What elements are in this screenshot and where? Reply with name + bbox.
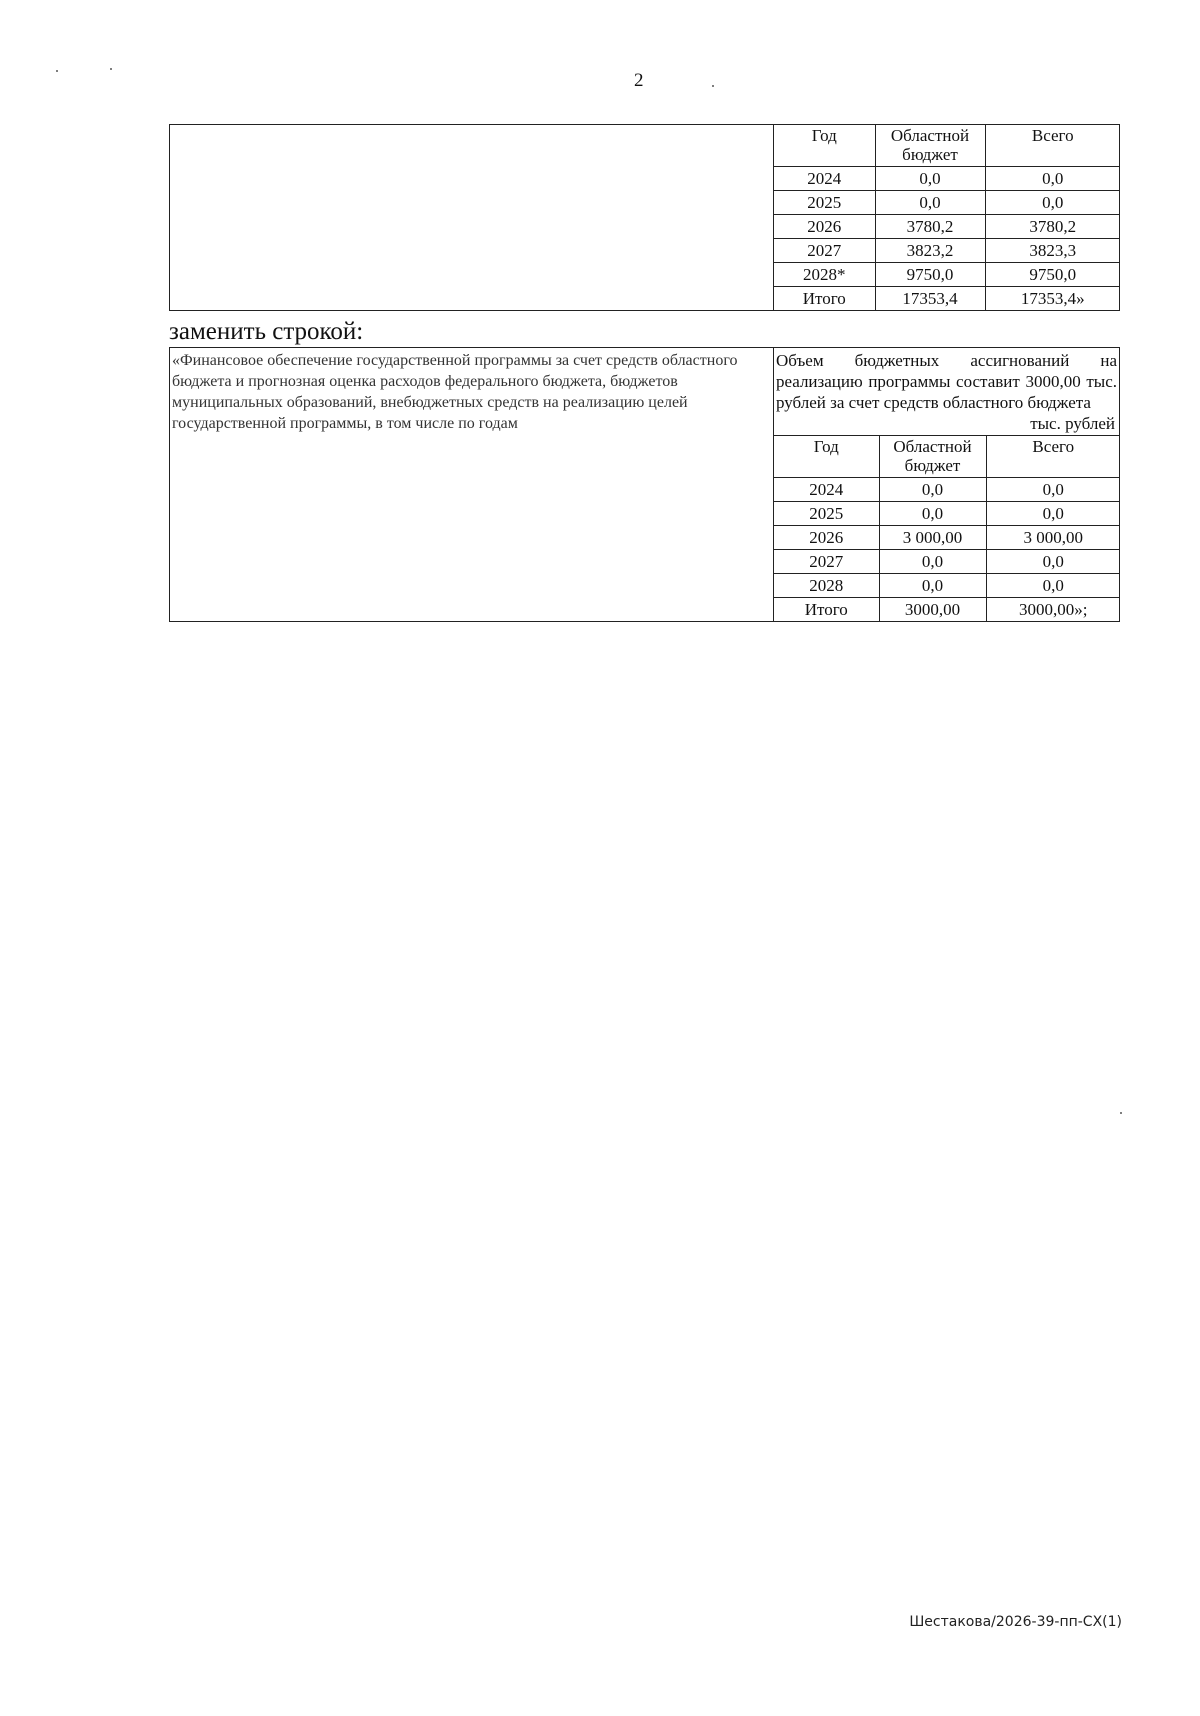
table-row-total (774, 287, 1120, 311)
table-row (774, 191, 1120, 215)
new-funding-table (169, 347, 1120, 622)
year-cell: 2025 (774, 191, 875, 215)
regional-budget-cell: 9750,0 (875, 263, 985, 287)
header-regional-budget: Областной бюджет (875, 125, 985, 167)
scan-speck (56, 70, 58, 72)
total-cell: 0,0 (985, 167, 1120, 191)
total-cell: 0,0 (986, 478, 1120, 502)
regional-budget-cell: 0,0 (879, 502, 986, 526)
year-cell: Итого (774, 598, 879, 622)
year-cell: 2024 (774, 167, 875, 191)
regional-budget-cell: 17353,4 (875, 287, 985, 311)
header-year: Год (774, 125, 875, 167)
total-cell: 0,0 (986, 550, 1120, 574)
table-row (774, 263, 1120, 287)
scan-speck (712, 85, 714, 87)
year-cell: 2024 (774, 478, 879, 502)
year-cell: 2027 (774, 550, 879, 574)
total-cell: 17353,4» (1020, 288, 1085, 308)
regional-budget-cell: 3 000,00 (879, 526, 986, 550)
old-right-cell (774, 125, 1120, 311)
table-row (774, 502, 1120, 526)
total-cell: 3780,2 (985, 215, 1120, 239)
year-cell: 2025 (774, 502, 879, 526)
table-row-total (774, 598, 1120, 622)
budget-volume-text: Объем бюджетных ассигнований на реализацию программы составит 3000,00 тыс. рублей за счет средств областного бюджета (776, 351, 1117, 412)
year-cell: 2027 (774, 239, 875, 263)
regional-budget-cell: 3780,2 (875, 215, 985, 239)
regional-budget-cell: 3823,2 (875, 239, 985, 263)
table-row (774, 239, 1120, 263)
old-left-cell (170, 125, 774, 311)
new-year-table (774, 435, 1120, 621)
total-cell: 3823,3 (985, 239, 1120, 263)
old-funding-table (169, 124, 1120, 311)
table-row (774, 167, 1120, 191)
year-cell: 2026 (774, 526, 879, 550)
regional-budget-cell: 0,0 (875, 191, 985, 215)
regional-budget-cell: 0,0 (879, 478, 986, 502)
header-year: Год (774, 436, 879, 478)
program-financing-description: «Финансовое обеспечение государственной программы за счет средств областного бюджета и прогнозная оценка расходов федерального бюджета, бюджетов муниципальных образований, внебюджетных средств на реализацию целей государственной программы, в том числе по годам (172, 352, 738, 432)
total-cell: 9750,0 (985, 263, 1120, 287)
table-row (774, 478, 1120, 502)
regional-budget-cell: 3000,00 (879, 598, 986, 622)
replace-label: заменить строкой: (169, 318, 364, 345)
regional-budget-cell: 0,0 (875, 167, 985, 191)
page-number: 2 (634, 70, 644, 91)
regional-budget-cell: 0,0 (879, 574, 986, 598)
header-total: Всего (986, 436, 1120, 478)
new-left-cell (170, 348, 774, 622)
year-cell: 2026 (774, 215, 875, 239)
year-cell: 2028* (774, 263, 875, 287)
total-cell: 3 000,00 (986, 526, 1120, 550)
year-cell: 2028 (774, 574, 879, 598)
table-row (774, 526, 1120, 550)
total-cell: 0,0 (986, 502, 1120, 526)
scan-speck (1120, 1112, 1122, 1114)
total-cell: 3000,00»; (1019, 599, 1088, 619)
regional-budget-cell: 0,0 (879, 550, 986, 574)
year-cell: Итого (774, 287, 875, 311)
scan-speck (110, 68, 112, 70)
old-year-table (774, 125, 1120, 310)
document-code: Шестакова/2026-39-пп-СХ(1) (909, 1614, 1122, 1630)
new-right-cell (774, 348, 1120, 622)
header-regional-budget: Областной бюджет (879, 436, 986, 478)
header-total: Всего (985, 125, 1120, 167)
units-label: тыс. рублей (1030, 414, 1115, 433)
total-cell: 0,0 (985, 191, 1120, 215)
table-row (774, 550, 1120, 574)
total-cell: 0,0 (986, 574, 1120, 598)
table-row (774, 574, 1120, 598)
table-row (774, 215, 1120, 239)
